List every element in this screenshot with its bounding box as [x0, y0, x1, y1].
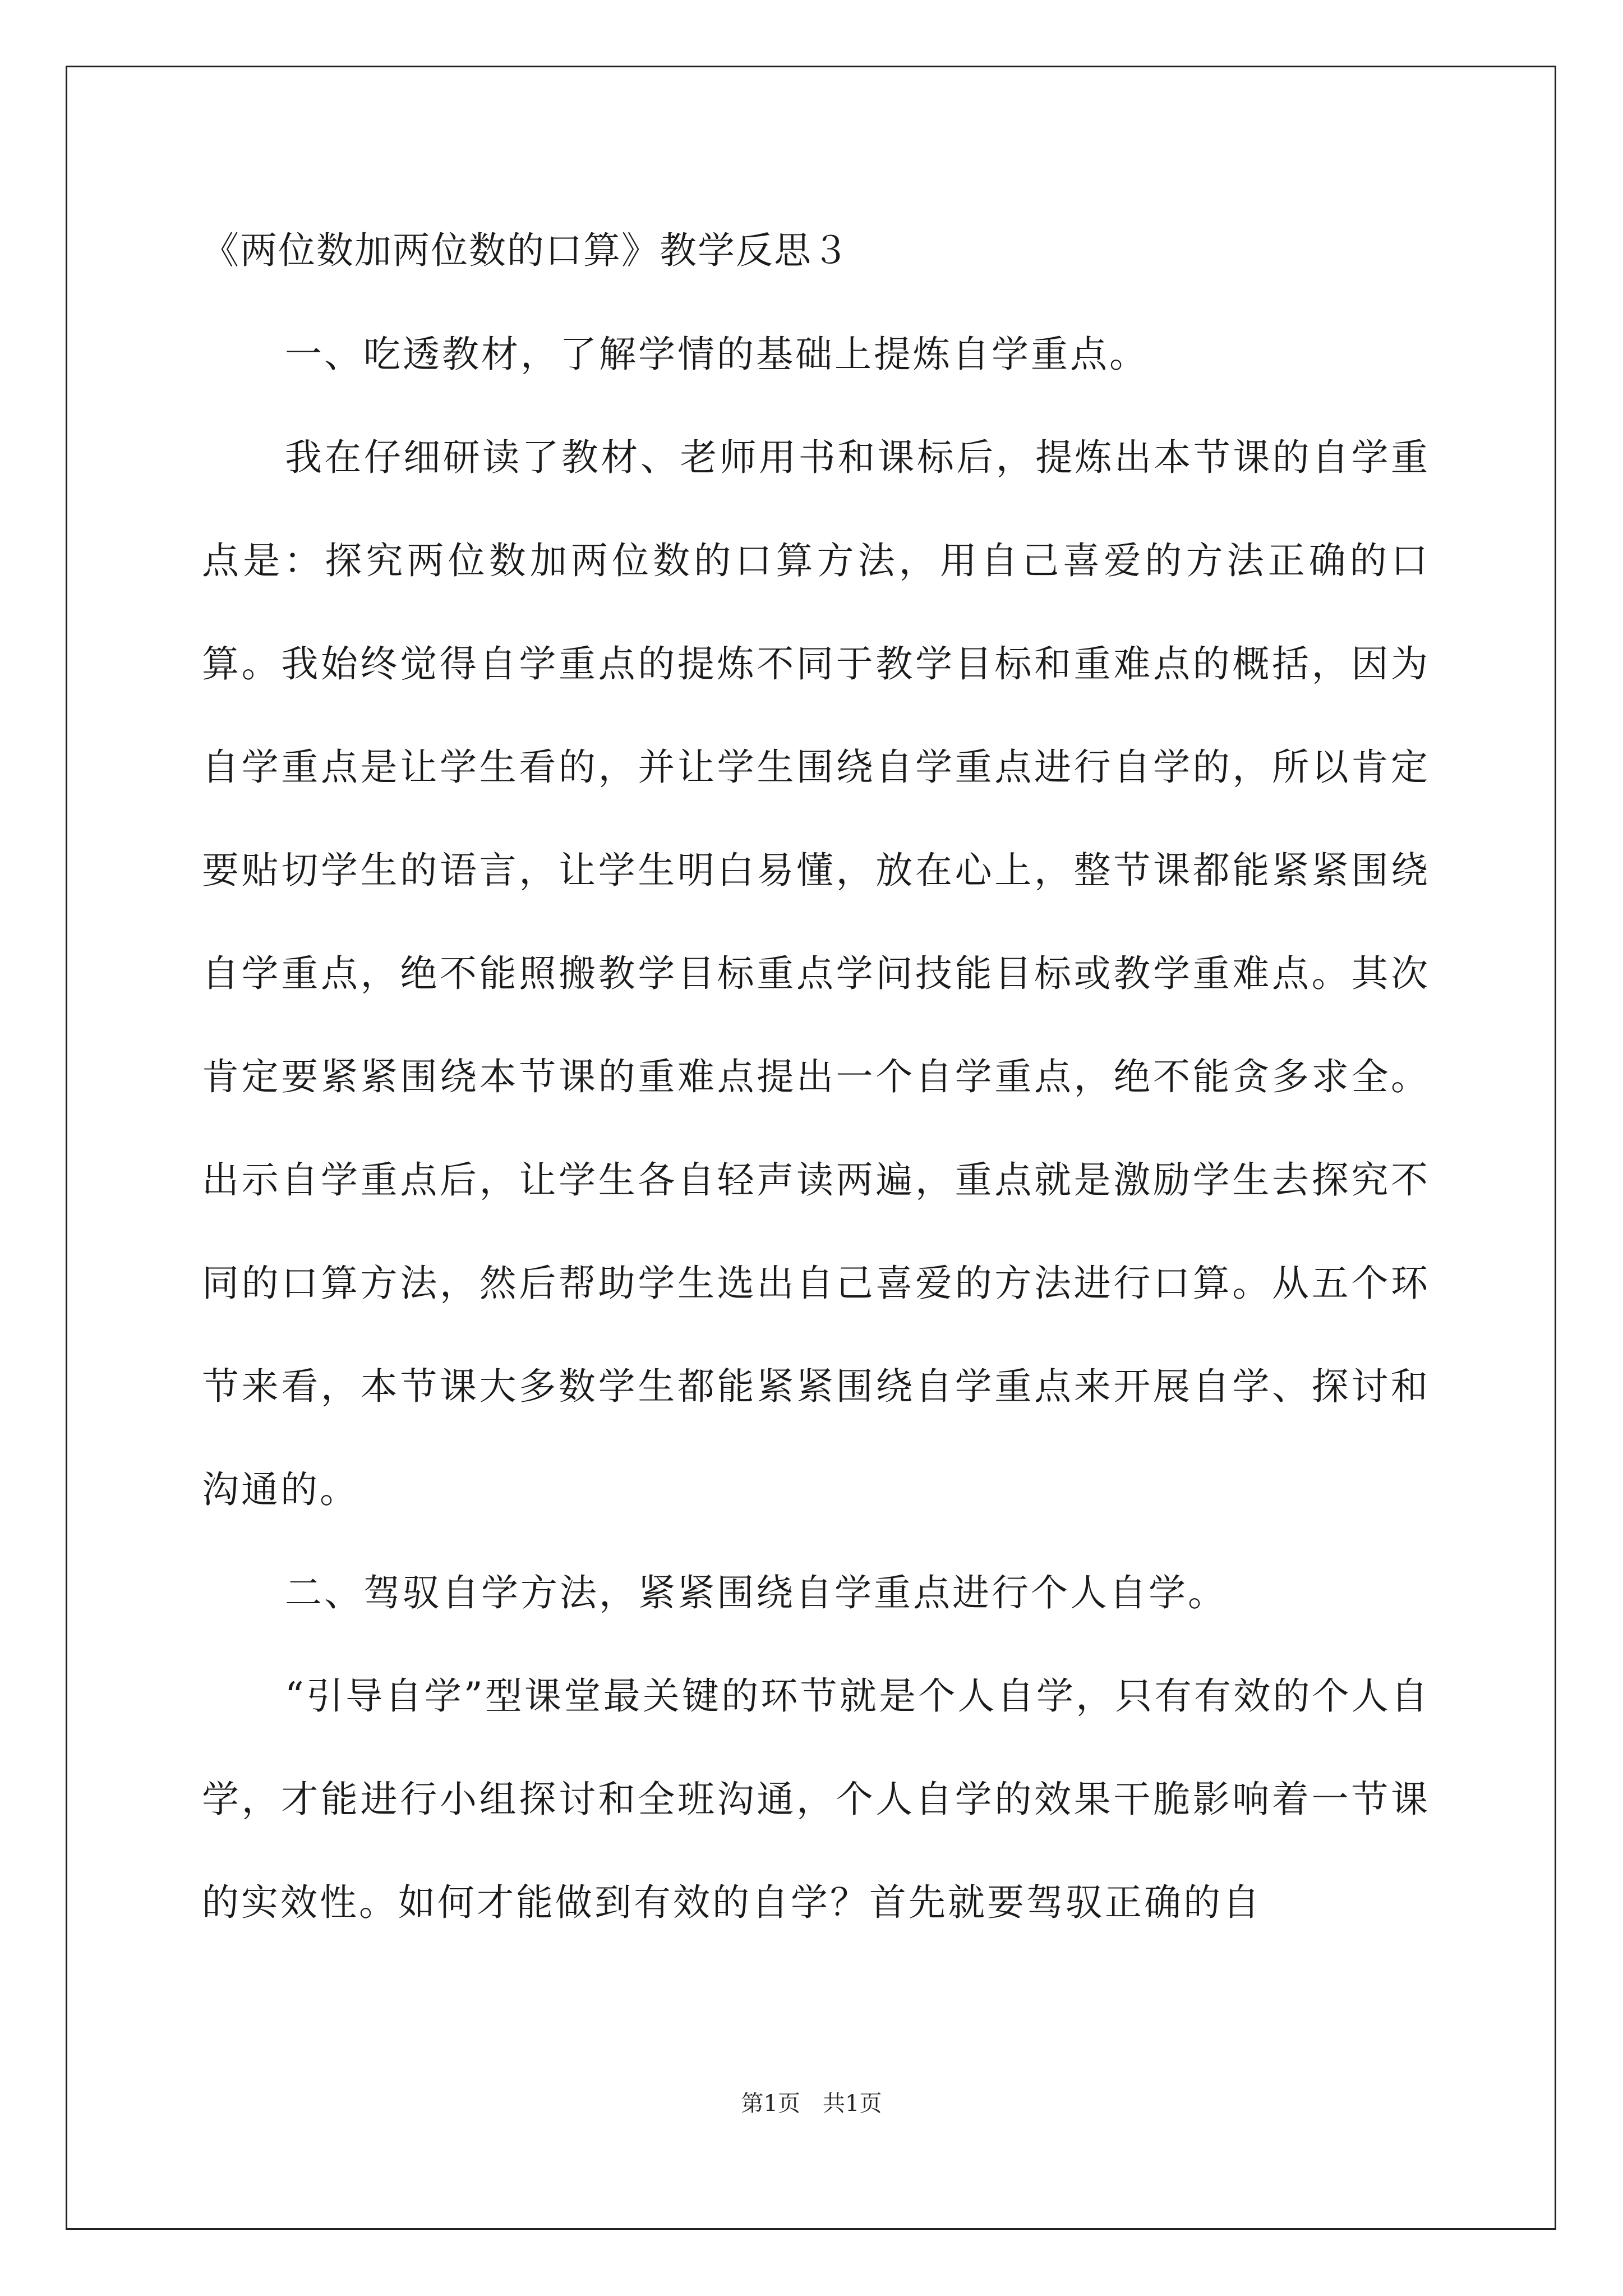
document-title: 《两位数加两位数的口算》教学反思３	[202, 229, 850, 272]
section-heading-1: 一、吃透教材，了解学情的基础上提炼自学重点。	[285, 333, 1149, 376]
section-paragraph-1: 我在仔细研读了教材、老师用书和课标后，提炼出本节课的自学重点是：探究两位数加两位数的口算方法，用自己喜爱的方法正确的口算。我始终觉得自学重点的提炼不同于教学目标和重难点的概括，因为自学重点是让学生看的，并让学生围绕自学重点进行自学的，所以肯定要贴切学生的语言，让学生明白易懂，放在心上，整节课都能紧紧围绕自学重点，绝不能照搬教学目标重点学问技能目标或教学重难点。其次肯定要紧紧围绕本节课的重难点提出一个自学重点，绝不能贪多求全。出示自学重点后，让学生各自轻声读两遍，重点就是激励学生去探究不同的口算方法，然后帮助学生选出自己喜爱的方法进行口算。从五个环节来看，本节课大多数学生都能紧紧围绕自学重点来开展自学、探讨和沟通的。	[202, 436, 1430, 1511]
page-footer: 第1页 共1页	[741, 2091, 882, 2116]
document-body	[202, 220, 1430, 1954]
section-heading-2: 二、驾驭自学方法，紧紧围绕自学重点进行个人自学。	[285, 1571, 1227, 1614]
section-paragraph-2: “引导自学”型课堂最关键的环节就是个人自学，只有有效的个人自学，才能进行小组探讨和全班沟通，个人自学的效果干脆影响着一节课的实效性。如何才能做到有效的自学？首先就要驾驭正确的自	[202, 1674, 1430, 1924]
